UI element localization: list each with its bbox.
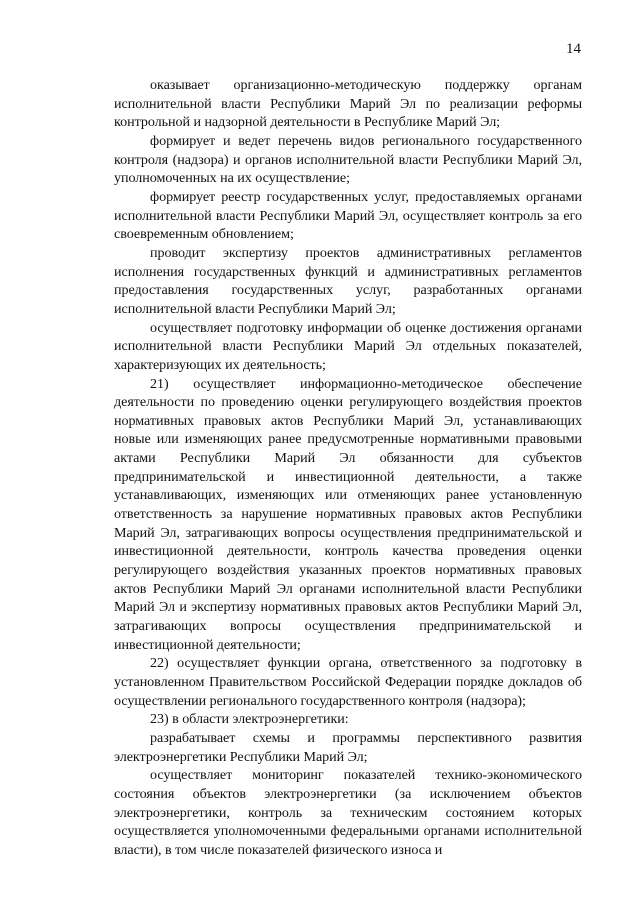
paragraph-performance-assessment: осуществляет подготовку информации об оценке достижения органами исполнительной власти Республики Марий Эл отдельных показателей, характеризующих их деятельность; — [114, 319, 582, 373]
paragraph-regulations-expertise: проводит экспертизу проектов административных регламентов исполнения государственных функций и административных регламентов предоставления государственных услуг, разработанных органами исполнительной власти Республики Марий Эл; — [114, 244, 582, 317]
paragraph-item-21: 21) осуществляет информационно-методическое обеспечение деятельности по проведению оценки регулирующего воздействия проектов нормативных правовых актов Республики Марий Эл, устанавливающих новые или изменяющих ранее предусмотренные нормативными правовыми актами Республики Марий Эл обязанности для субъектов предпринимательской и инвестиционной деятельности, а также устанавливающих, изменяющих или отменяющих ранее установленную ответственность за нарушение нормативных правовых актов Республики Марий Эл, затрагивающих вопросы осуществления предпринимательской и инвестиционной деятельности, контроль качества проведения оценки регулирующего воздействия указанных проектов нормативных правовых актов Республики Марий Эл органами исполнительной власти Республики Марий Эл и экспертизу нормативных правовых актов Республики Марий Эл, затрагивающих вопросы осуществления предпринимательской и инвестиционной деятельности; — [114, 375, 582, 653]
paragraph-control-list: формирует и ведет перечень видов регионального государственного контроля (надзора) и органов исполнительной власти Республики Марий Эл, уполномоченных на их осуществление; — [114, 132, 582, 187]
page-number: 14 — [566, 41, 581, 57]
document-body — [114, 76, 582, 860]
paragraph-power-monitoring: осуществляет мониторинг показателей технико-экономического состояния объектов электроэнергетики (за исключением объектов электроэнергетики, контроль за техническим состоянием которых осуществляется уполномоченными федеральными органами исполнительной власти), в том числе показателей физического износа и — [114, 767, 582, 858]
paragraph-item-23: 23) в области электроэнергетики: — [150, 711, 349, 728]
paragraph-methodological-support: оказывает организационно-методическую поддержку органам исполнительной власти Республики Марий Эл по реализации реформы контрольной и надзорной деятельности в Республике Марий Эл; — [114, 77, 582, 131]
paragraph-services-registry: формирует реестр государственных услуг, предоставляемых органами исполнительной власти Республики Марий Эл, осуществляет контроль за его своевременным обновлением; — [114, 188, 582, 243]
paragraph-power-development: разрабатывает схемы и программы перспективного развития электроэнергетики Республики Марий Эл; — [114, 729, 582, 765]
paragraph-item-22: 22) осуществляет функции органа, ответственного за подготовку в установленном Правительством Российской Федерации порядке докладов об осуществлении регионального государственного контроля (надзора); — [114, 655, 582, 709]
